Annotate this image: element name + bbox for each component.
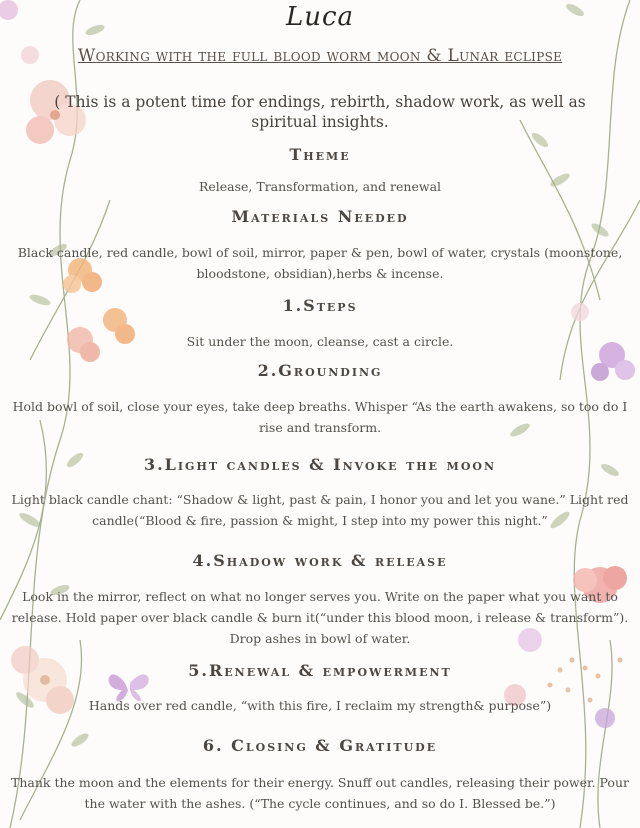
materials-heading: Materials Needed [231, 207, 409, 226]
theme-heading: Theme [289, 145, 351, 164]
renewal-heading: 5.Renewal & empowerment [188, 661, 452, 680]
steps-text: Sit under the moon, cleanse, cast a circle. [186, 334, 454, 349]
signature: Luca [285, 2, 355, 32]
closing-text: Thank the moon and the elements for their energy. Snuff out candles, releasing their power. Pour the water with the ashes. (“The cycle continues, and so do I. Blessed be.”) [11, 775, 629, 811]
shadow-heading: 4.Shadow work & release [192, 551, 448, 570]
theme-text: Release, Transformation, and renewal [198, 179, 442, 194]
shadow-text: Look in the mirror, reflect on what no longer serves you. Write on the paper what you want to release. Hold paper over black candle & burn it(“under this blood moon, i release & transform”). Drop ashes in bowl of water. [11, 589, 629, 646]
materials-text: Black candle, red candle, bowl of soil, mirror, paper & pen, bowl of water, crystals (moonstone, bloodstone, obsidian),herbs & incense. [17, 245, 623, 281]
candles-heading: 3.Light candles & Invoke the moon [143, 455, 497, 474]
page-subtitle: ( This is a potent time for endings, rebirth, shadow work, as well as spiritual insights. [54, 93, 586, 131]
renewal-text: Hands over red candle, “with this fire, I reclaim my strength& purpose”) [88, 698, 552, 713]
candles-text: Light black candle chant: “Shadow & light, past & pain, I honor you and let you wane.” Light red candle(“Blood & fire, passion & might, I step into my power this night.” [11, 492, 629, 528]
closing-heading: 6. Closing & Gratitude [202, 736, 438, 755]
steps-heading: 1.Steps [282, 296, 358, 315]
grounding-heading: 2.Grounding [257, 361, 383, 380]
grounding-text: Hold bowl of soil, close your eyes, take deep breaths. Whisper “As the earth awakens, so too do I rise and transform. [12, 399, 628, 435]
page-title: Working with the full blood worm moon & Lunar eclipse [77, 46, 563, 66]
